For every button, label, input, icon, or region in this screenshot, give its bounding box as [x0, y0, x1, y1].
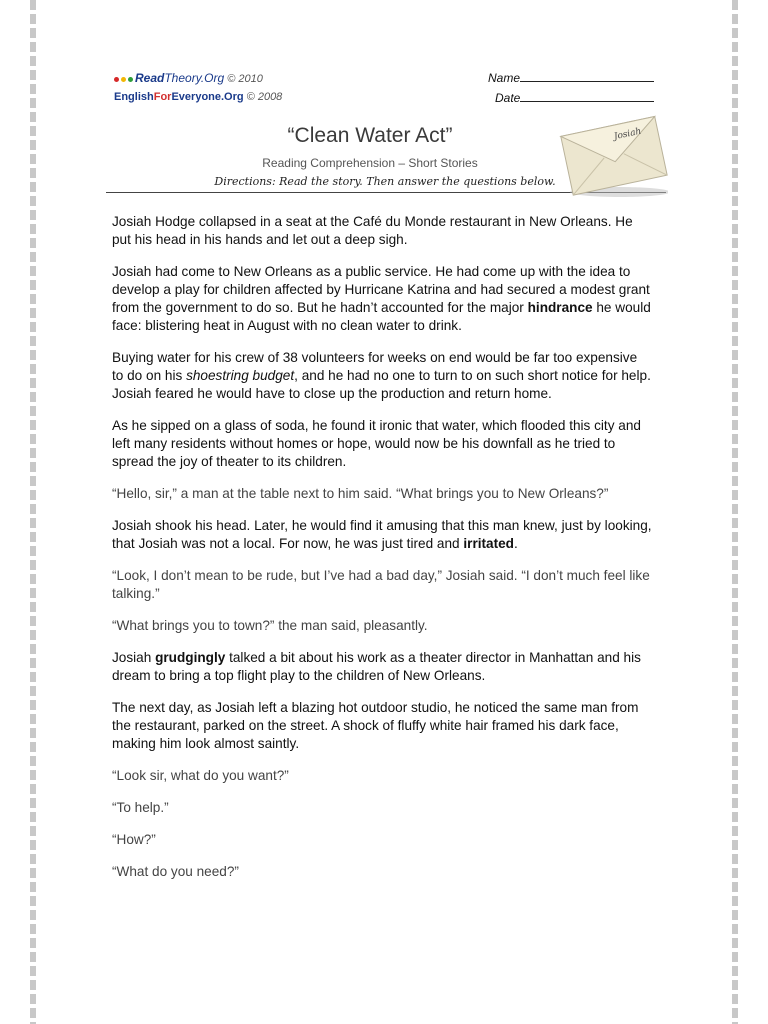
- englishforeveryone-brand: [114, 91, 282, 103]
- text-run: he would face: blistering heat in August with no clean water to drink.: [112, 300, 651, 333]
- paragraph-7: “Look, I don’t mean to be rude, but I’ve had a bad day,” Josiah said. “I don’t much feel like talking.”: [112, 568, 650, 601]
- paragraph-13: “How?”: [112, 832, 156, 847]
- text-run: Josiah shook his head. Later, he would find it amusing that this man knew, just by looking, that Josiah was not a local. For now, he was just tired and: [112, 518, 652, 551]
- paragraph-2: [112, 263, 652, 335]
- phrase-shoestring-budget: shoestring budget: [186, 368, 295, 383]
- paragraph-4: As he sipped on a glass of soda, he found it ironic that water, which flooded this city and left many residents without homes or hope, would now be his downfall as he tried to spread the joy of theater to its children.: [112, 418, 641, 469]
- page-border-left: [30, 0, 36, 1024]
- date-label: Date: [495, 91, 521, 105]
- brand-for: For: [153, 91, 172, 103]
- text-run: , and he had no one to turn to on such short notice for help. Josiah feared he would have to close up the production and return home.: [112, 368, 651, 401]
- text-run: Buying water for his crew of 38 volunteers for weeks on end would be far too expensive to do on his: [112, 350, 638, 383]
- colored-dots-icon: [114, 73, 135, 85]
- date-line[interactable]: [520, 91, 654, 102]
- vocab-hindrance: hindrance: [527, 300, 593, 315]
- vocab-irritated: irritated: [463, 536, 514, 551]
- story-subtitle: Reading Comprehension – Short Stories: [262, 156, 478, 170]
- date-field[interactable]: [495, 91, 654, 105]
- paragraph-12: “To help.”: [112, 800, 169, 815]
- paragraph-1: Josiah Hodge collapsed in a seat at the Café du Monde restaurant in New Orleans. He put his head in his hands and let out a deep sigh.: [112, 214, 633, 247]
- paragraph-9: [112, 649, 652, 685]
- brand-copyright: © 2010: [227, 73, 263, 85]
- envelope-label: Josiah: [613, 126, 643, 143]
- text-run: Josiah had come to New Orleans as a public service. He had come up with the idea to develop a play for children affected by Hurricane Katrina and had secured a modest grant from the government to do so. But he hadn’t accounted for the major: [112, 264, 650, 315]
- story-body: [112, 213, 652, 895]
- directions: Directions: Read the story. Then answer the questions below.: [214, 175, 556, 188]
- text-run: Josiah: [112, 650, 156, 665]
- envelope-icon: [558, 114, 668, 198]
- brand-theory: Theory: [164, 71, 201, 85]
- brand-org: .Org: [200, 71, 225, 85]
- text-run: .: [514, 536, 518, 551]
- paragraph-6: [112, 517, 652, 553]
- brand-english: English: [114, 91, 154, 103]
- brand-read: Read: [135, 71, 165, 85]
- paragraph-14: “What do you need?”: [112, 864, 239, 879]
- paragraph-3: [112, 349, 652, 403]
- brand2-copyright: © 2008: [246, 91, 283, 103]
- paragraph-5: “Hello, sir,” a man at the table next to him said. “What brings you to New Orleans?”: [112, 486, 609, 501]
- name-label: Name: [488, 71, 521, 85]
- brand-everyone: Everyone.Org: [171, 91, 244, 103]
- paragraph-11: “Look sir, what do you want?”: [112, 768, 289, 783]
- readtheory-brand: [114, 71, 263, 85]
- paragraph-10: The next day, as Josiah left a blazing hot outdoor studio, he noticed the same man from the restaurant, parked on the street. A shock of fluffy white hair framed his dark face, making him look almost saintly.: [112, 700, 639, 751]
- vocab-grudgingly: grudgingly: [155, 650, 226, 665]
- name-line[interactable]: [520, 71, 654, 82]
- name-field[interactable]: [488, 71, 654, 85]
- paragraph-8: “What brings you to town?” the man said, pleasantly.: [112, 618, 428, 633]
- text-run: talked a bit about his work as a theater director in Manhattan and his dream to bring a top flight play to the children of New Orleans.: [112, 650, 641, 683]
- story-title: “Clean Water Act”: [287, 124, 453, 147]
- page-border-right: [732, 0, 738, 1024]
